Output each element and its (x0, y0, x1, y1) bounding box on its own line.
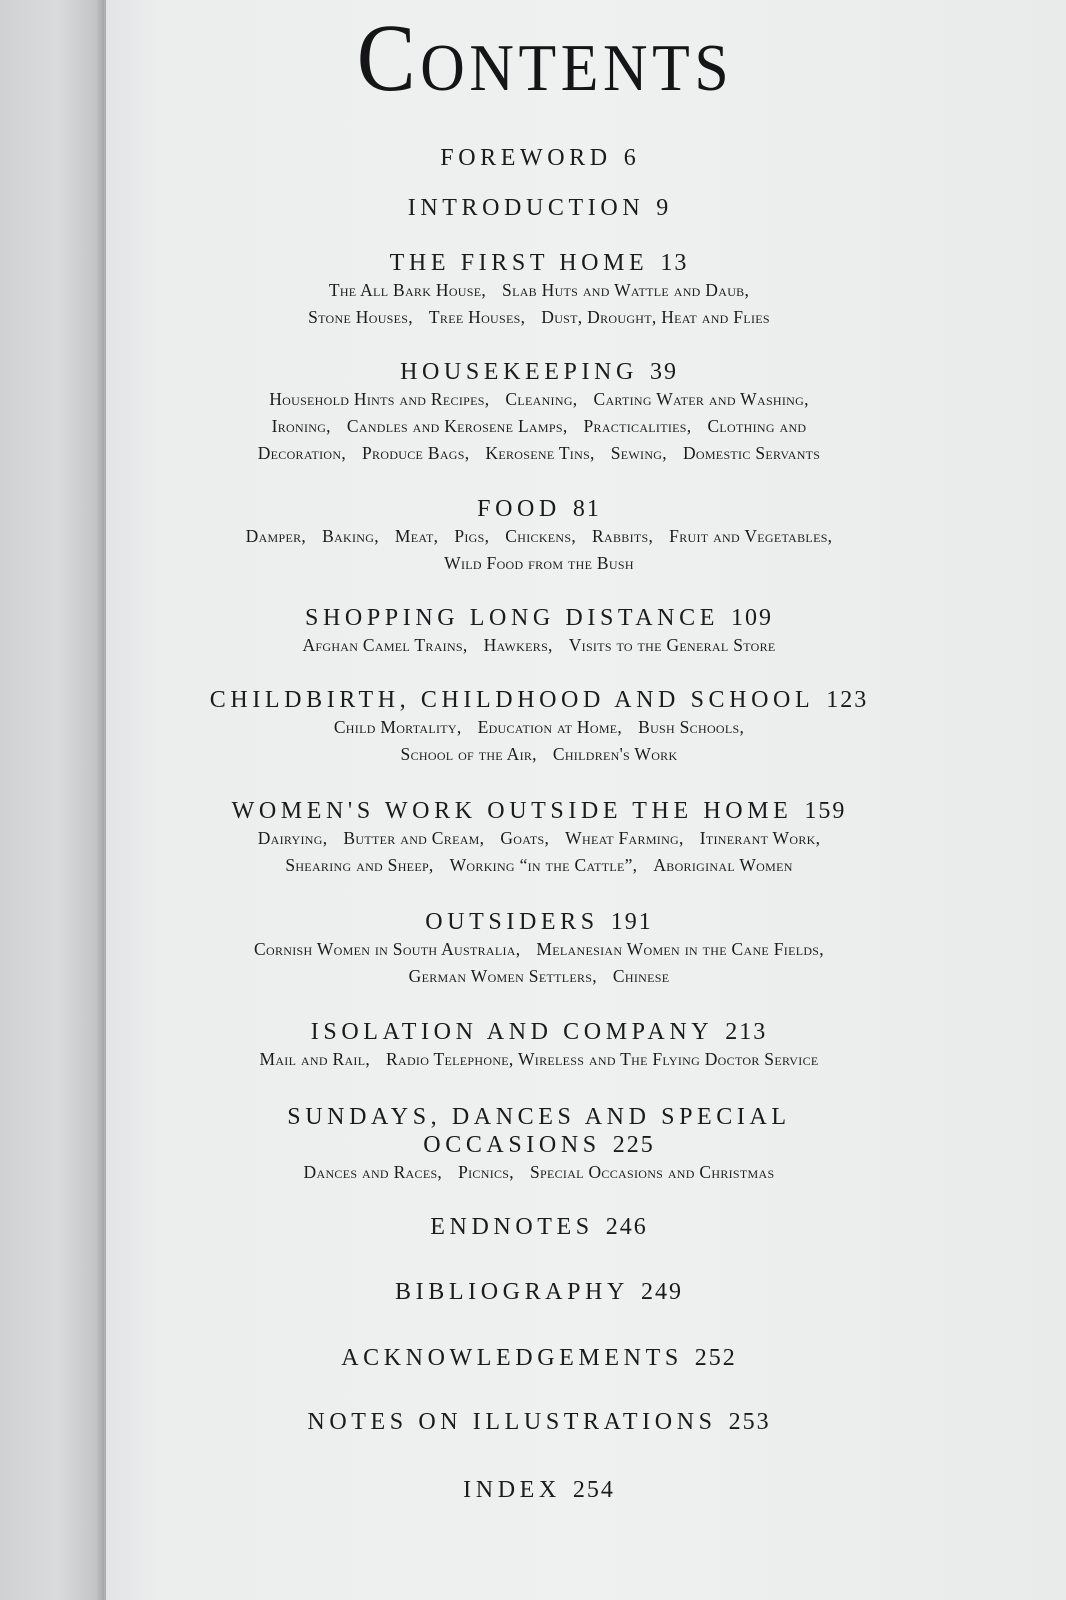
section-heading (58, 358, 1020, 386)
toc-entry (58, 1344, 1020, 1372)
subtopic: Meat, (394, 526, 439, 546)
subtopic-list (58, 523, 1020, 577)
subtopic: Ironing, (271, 416, 331, 436)
subtopic: Slab Huts and Wattle and Daub, (502, 280, 750, 300)
subtopic: Stone Houses, (308, 307, 413, 327)
section-heading (58, 1476, 1020, 1504)
subtopic-list (58, 1159, 1020, 1186)
section-title: BIBLIOGRAPHY (395, 1279, 629, 1305)
toc-entry (58, 1213, 1020, 1241)
page-number: 254 (572, 1477, 615, 1503)
toc-entry (58, 194, 1020, 222)
section-title: FOOD (477, 496, 561, 522)
toc-entry (58, 495, 1020, 577)
page-number: 123 (826, 687, 869, 713)
subtopic: Damper, (245, 526, 307, 546)
section-heading (58, 908, 1020, 936)
subtopic: Chickens, (505, 526, 577, 546)
section-heading (58, 1103, 1020, 1159)
page-number: 225 (612, 1132, 655, 1158)
subtopic-line (269, 389, 809, 409)
subtopic: Melanesian Women in the Cane Fields, (536, 939, 824, 959)
section-title-continued: OCCASIONS (423, 1132, 601, 1158)
page-number: 81 (572, 496, 601, 522)
subtopic: Clothing and (707, 416, 807, 436)
subtopic-line (259, 1049, 818, 1069)
section-title: ISOLATION AND COMPANY (310, 1019, 714, 1045)
subtopic-list (58, 277, 1020, 331)
subtopic: German Women Settlers, (408, 966, 597, 986)
subtopic: Practicalities, (583, 416, 692, 436)
subtopic-line (444, 553, 634, 573)
section-title: HOUSEKEEPING (400, 359, 638, 385)
section-title: INDEX (463, 1477, 561, 1503)
subtopic-list (58, 825, 1020, 879)
subtopic-list (58, 936, 1020, 990)
subtopic: Butter and Cream, (343, 828, 485, 848)
table-of-contents (104, 0, 1066, 1600)
subtopic-line (272, 416, 807, 436)
subtopic: Afghan Camel Trains, (302, 635, 468, 655)
subtopic: Mail and Rail, (259, 1049, 371, 1069)
subtopic: Wheat Farming, (565, 828, 684, 848)
toc-entry (58, 1278, 1020, 1306)
page-number: 159 (804, 798, 847, 824)
toc-entry (58, 1408, 1020, 1436)
toc-entry (58, 249, 1020, 331)
subtopic-list (58, 386, 1020, 467)
subtopic: Cleaning, (505, 389, 578, 409)
page-number: 191 (610, 909, 653, 935)
subtopic-line (258, 443, 821, 463)
page-title: Contents (356, 4, 734, 111)
section-heading (58, 495, 1020, 523)
section-heading (58, 249, 1020, 277)
subtopic-list (58, 1046, 1020, 1073)
toc-entry (58, 797, 1020, 879)
toc-entry (58, 1476, 1020, 1504)
section-title: SHOPPING LONG DISTANCE (305, 605, 719, 631)
subtopic-line (258, 828, 821, 848)
subtopic: Aboriginal Women (653, 855, 793, 875)
subtopic-line (304, 1162, 775, 1182)
subtopic: Chinese (612, 966, 670, 986)
section-heading (58, 1344, 1020, 1372)
subtopic: Dairying, (257, 828, 328, 848)
subtopic-line (329, 280, 749, 300)
subtopic: The All Bark House, (328, 280, 487, 300)
page-number: 253 (728, 1409, 771, 1435)
subtopic: Candles and Kerosene Lamps, (346, 416, 568, 436)
subtopic: Shearing and Sheep, (285, 855, 434, 875)
section-title: NOTES ON ILLUSTRATIONS (307, 1409, 717, 1435)
page-number: 249 (640, 1279, 683, 1305)
subtopic: Bush Schools, (638, 717, 745, 737)
subtopic: Visits to the General Store (568, 635, 776, 655)
page-number: 109 (730, 605, 773, 631)
section-heading (58, 194, 1020, 222)
subtopic: Tree Houses, (428, 307, 526, 327)
section-heading (58, 144, 1020, 172)
subtopic: Dust, Drought, Heat and Flies (541, 307, 770, 327)
subtopic: Cornish Women in South Australia, (254, 939, 521, 959)
subtopic-list (58, 714, 1020, 768)
page-number: 213 (725, 1019, 768, 1045)
toc-entry (58, 1103, 1020, 1186)
subtopic: Picnics, (458, 1162, 514, 1182)
page-number: 246 (605, 1214, 648, 1240)
section-title: FOREWORD (440, 145, 612, 171)
section-title: ACKNOWLEDGEMENTS (341, 1345, 683, 1371)
section-heading (58, 1018, 1020, 1046)
toc-entry (58, 908, 1020, 990)
subtopic: Rabbits, (592, 526, 654, 546)
section-heading (58, 1408, 1020, 1436)
subtopic: Sewing, (610, 443, 667, 463)
toc-entry (58, 144, 1020, 172)
subtopic: Produce Bags, (362, 443, 470, 463)
page-number: 9 (656, 195, 671, 221)
section-heading (58, 1213, 1020, 1241)
subtopic: Education at Home, (477, 717, 623, 737)
section-title: ENDNOTES (430, 1214, 594, 1240)
subtopic: Hawkers, (483, 635, 553, 655)
subtopic: Fruit and Vegetables, (669, 526, 833, 546)
subtopic: Special Occasions and Christmas (529, 1162, 775, 1182)
subtopic-line (401, 744, 678, 764)
section-heading (58, 797, 1020, 825)
section-title: OUTSIDERS (425, 909, 599, 935)
section-title: SUNDAYS, DANCES AND SPECIAL (287, 1104, 791, 1130)
subtopic: Carting Water and Washing, (593, 389, 809, 409)
toc-entry (58, 358, 1020, 467)
subtopic-line (308, 307, 770, 327)
subtopic-line (302, 635, 775, 655)
subtopic: School of the Air, (400, 744, 537, 764)
subtopic-list (58, 632, 1020, 659)
subtopic: Dances and Races, (303, 1162, 443, 1182)
subtopic: Children's Work (552, 744, 678, 764)
toc-entry (58, 604, 1020, 659)
subtopic: Household Hints and Recipes, (269, 389, 490, 409)
section-title: CHILDBIRTH, CHILDHOOD AND SCHOOL (209, 687, 815, 713)
subtopic: Itinerant Work, (699, 828, 821, 848)
subtopic: Radio Telephone, Wireless and The Flying Doctor Service (386, 1049, 819, 1069)
subtopic-line (285, 855, 792, 875)
toc-entry (58, 686, 1020, 768)
subtopic: Wild Food from the Bush (444, 553, 634, 573)
page-number: 6 (623, 145, 638, 171)
subtopic: Child Mortality, (333, 717, 462, 737)
section-heading (58, 604, 1020, 632)
subtopic-line (254, 939, 824, 959)
subtopic: Goats, (500, 828, 550, 848)
page-number: 39 (649, 359, 678, 385)
toc-entry (58, 1018, 1020, 1073)
subtopic: Kerosene Tins, (485, 443, 595, 463)
subtopic-line (246, 526, 833, 546)
subtopic: Domestic Servants (682, 443, 821, 463)
subtopic: Baking, (322, 526, 379, 546)
subtopic: Decoration, (257, 443, 347, 463)
subtopic: Pigs, (454, 526, 490, 546)
section-heading (58, 1278, 1020, 1306)
subtopic-line (334, 717, 744, 737)
section-heading (58, 686, 1020, 714)
subtopic-line (409, 966, 670, 986)
section-title: WOMEN'S WORK OUTSIDE THE HOME (231, 798, 793, 824)
section-title: INTRODUCTION (407, 195, 645, 221)
page-number: 252 (694, 1345, 737, 1371)
subtopic: Working “in the Cattle”, (449, 855, 638, 875)
page-number: 13 (660, 250, 689, 276)
section-title: THE FIRST HOME (389, 250, 649, 276)
